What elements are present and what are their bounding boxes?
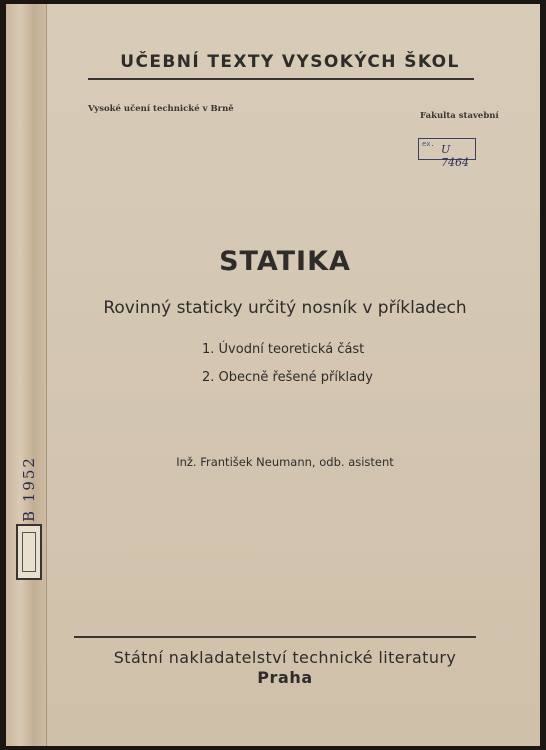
book-spine	[6, 4, 47, 746]
spine-label-sticker	[16, 524, 42, 580]
book-subtitle: Rovinný staticky určitý nosník v příkladech	[103, 298, 467, 318]
institution-label: Vysoké učení technické v Brně	[88, 104, 234, 114]
author-line: Inž. František Neumann, odb. asistent	[176, 455, 394, 469]
stamp-line-2: U 7464	[441, 143, 469, 169]
spine-label-frame	[22, 532, 36, 572]
stamp-line-1: ex.	[422, 140, 435, 148]
part-item: 2. Obecně řešené příklady	[202, 370, 373, 385]
book-title: STATIKA	[219, 246, 351, 277]
library-stamp	[418, 138, 476, 169]
spine-shelf-mark: B 1952	[20, 456, 38, 522]
part-item: 1. Úvodní teoretická část	[202, 342, 365, 357]
publisher-city: Praha	[257, 668, 313, 687]
faculty-label: Fakulta stavební	[420, 111, 499, 121]
series-heading: UČEBNÍ TEXTY VYSOKÝCH ŠKOL	[120, 52, 460, 72]
bottom-divider	[74, 636, 476, 638]
publisher-name: Státní nakladatelství technické literatury	[113, 648, 457, 667]
top-divider	[88, 78, 474, 80]
